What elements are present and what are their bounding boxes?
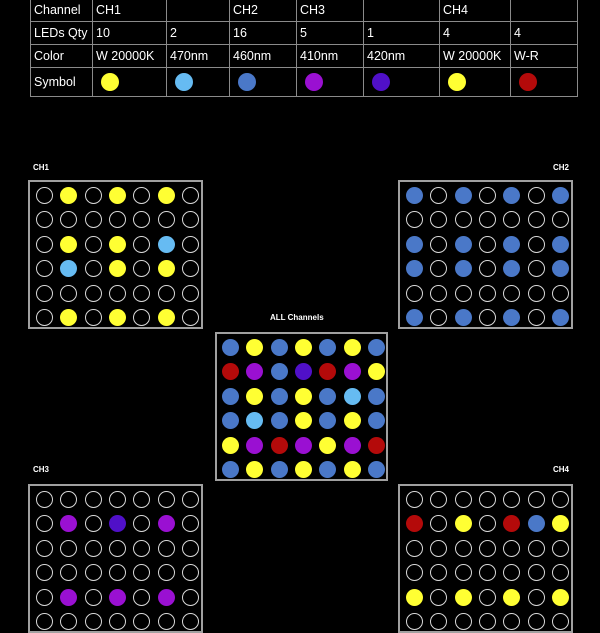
led-yellow-icon — [158, 187, 175, 204]
led-yellow-icon — [60, 187, 77, 204]
led-off-icon — [430, 309, 447, 326]
channel-row — [31, 0, 578, 22]
led-blue-icon — [503, 236, 520, 253]
qty-cell: 16 — [230, 22, 297, 45]
led-off-icon — [85, 589, 102, 606]
led-off-icon — [406, 285, 423, 302]
led-yellow-icon — [295, 339, 312, 356]
led-symbol-icon — [372, 73, 390, 91]
led-off-icon — [133, 211, 150, 228]
led-off-icon — [528, 211, 545, 228]
led-blue-icon — [406, 236, 423, 253]
led-off-icon — [109, 540, 126, 557]
led-off-icon — [455, 613, 472, 630]
ch4-led-panel — [398, 484, 573, 633]
led-blue-icon — [503, 309, 520, 326]
ch1-header: CH1 — [93, 0, 167, 22]
led-off-icon — [133, 613, 150, 630]
led-yellow-icon — [109, 236, 126, 253]
led-red-icon — [368, 437, 385, 454]
led-off-icon — [503, 540, 520, 557]
ch3-led-panel — [28, 484, 203, 633]
led-yellow-icon — [455, 515, 472, 532]
led-off-icon — [528, 491, 545, 508]
led-off-icon — [158, 540, 175, 557]
led-off-icon — [479, 515, 496, 532]
led-off-icon — [60, 564, 77, 581]
led-off-icon — [109, 211, 126, 228]
led-symbol-icon — [101, 73, 119, 91]
led-off-icon — [133, 187, 150, 204]
led-off-icon — [503, 285, 520, 302]
led-off-icon — [406, 564, 423, 581]
led-purple-icon — [109, 589, 126, 606]
led-off-icon — [85, 491, 102, 508]
led-off-icon — [85, 564, 102, 581]
led-off-icon — [479, 236, 496, 253]
led-yellow-icon — [246, 339, 263, 356]
led-blue-icon — [552, 236, 569, 253]
led-off-icon — [85, 187, 102, 204]
led-off-icon — [479, 589, 496, 606]
color-cell: 460nm — [230, 45, 297, 68]
led-blue-icon — [455, 260, 472, 277]
led-off-icon — [430, 285, 447, 302]
led-blue-icon — [271, 339, 288, 356]
led-off-icon — [36, 515, 53, 532]
led-off-icon — [479, 491, 496, 508]
led-off-icon — [430, 187, 447, 204]
led-blue-icon — [319, 388, 336, 405]
led-off-icon — [406, 613, 423, 630]
led-off-icon — [60, 491, 77, 508]
ch3-label: CH3 — [33, 465, 50, 474]
led-red-icon — [503, 515, 520, 532]
led-off-icon — [455, 540, 472, 557]
led-off-icon — [182, 285, 199, 302]
led-blue-icon — [271, 388, 288, 405]
led-blue-icon — [271, 363, 288, 380]
led-off-icon — [182, 589, 199, 606]
qty-cell: 4 — [440, 22, 511, 45]
led-off-icon — [133, 515, 150, 532]
led-purple-icon — [60, 589, 77, 606]
led-off-icon — [36, 589, 53, 606]
led-blue-icon — [222, 412, 239, 429]
ch3b-header — [364, 0, 440, 22]
led-off-icon — [158, 211, 175, 228]
led-off-icon — [133, 236, 150, 253]
led-violet-icon — [295, 363, 312, 380]
led-yellow-icon — [109, 187, 126, 204]
led-blue-icon — [503, 260, 520, 277]
all-channels-led-panel — [215, 332, 388, 481]
led-violet-icon — [109, 515, 126, 532]
led-off-icon — [133, 260, 150, 277]
led-off-icon — [479, 309, 496, 326]
led-yellow-icon — [109, 309, 126, 326]
led-off-icon — [109, 613, 126, 630]
led-yellow-icon — [295, 388, 312, 405]
led-blue-icon — [552, 309, 569, 326]
color-cell: 420nm — [364, 45, 440, 68]
led-light-blue-icon — [60, 260, 77, 277]
led-off-icon — [85, 515, 102, 532]
led-off-icon — [182, 260, 199, 277]
color-cell: W 20000K — [93, 45, 167, 68]
led-off-icon — [430, 564, 447, 581]
led-yellow-icon — [246, 461, 263, 478]
led-off-icon — [430, 211, 447, 228]
led-yellow-icon — [319, 437, 336, 454]
ch1-led-panel — [28, 180, 203, 329]
led-off-icon — [528, 309, 545, 326]
led-light-blue-icon — [246, 412, 263, 429]
led-off-icon — [528, 589, 545, 606]
led-off-icon — [455, 211, 472, 228]
led-yellow-icon — [406, 589, 423, 606]
led-blue-icon — [455, 187, 472, 204]
led-yellow-icon — [552, 515, 569, 532]
led-off-icon — [133, 285, 150, 302]
ch1b-header — [167, 0, 230, 22]
qty-cell: 4 — [511, 22, 578, 45]
led-blue-icon — [455, 236, 472, 253]
led-off-icon — [36, 211, 53, 228]
led-red-icon — [271, 437, 288, 454]
row-label-qty: LEDs Qty — [31, 22, 93, 45]
led-off-icon — [85, 540, 102, 557]
led-off-icon — [430, 613, 447, 630]
led-yellow-icon — [295, 461, 312, 478]
led-blue-icon — [368, 412, 385, 429]
qty-cell: 1 — [364, 22, 440, 45]
qty-cell: 2 — [167, 22, 230, 45]
led-off-icon — [36, 236, 53, 253]
led-red-icon — [319, 363, 336, 380]
led-off-icon — [182, 613, 199, 630]
led-off-icon — [109, 285, 126, 302]
led-off-icon — [85, 309, 102, 326]
led-off-icon — [528, 285, 545, 302]
led-yellow-icon — [158, 260, 175, 277]
led-off-icon — [182, 236, 199, 253]
led-yellow-icon — [344, 461, 361, 478]
led-blue-icon — [368, 461, 385, 478]
row-label-color: Color — [31, 45, 93, 68]
symbol-row — [31, 68, 578, 97]
led-blue-icon — [406, 187, 423, 204]
led-yellow-icon — [109, 260, 126, 277]
led-purple-icon — [158, 589, 175, 606]
led-blue-icon — [503, 187, 520, 204]
led-off-icon — [552, 564, 569, 581]
led-off-icon — [430, 589, 447, 606]
led-off-icon — [133, 564, 150, 581]
led-symbol-icon — [175, 73, 193, 91]
led-off-icon — [479, 613, 496, 630]
led-off-icon — [479, 211, 496, 228]
ch4-label: CH4 — [553, 465, 570, 474]
qty-cell: 10 — [93, 22, 167, 45]
led-purple-icon — [246, 437, 263, 454]
led-off-icon — [455, 285, 472, 302]
led-off-icon — [85, 236, 102, 253]
led-off-icon — [503, 491, 520, 508]
led-blue-icon — [319, 412, 336, 429]
symbol-cell — [93, 68, 167, 97]
led-blue-icon — [552, 187, 569, 204]
led-blue-icon — [368, 388, 385, 405]
led-yellow-icon — [503, 589, 520, 606]
symbol-cell — [230, 68, 297, 97]
led-off-icon — [36, 187, 53, 204]
led-off-icon — [109, 491, 126, 508]
led-purple-icon — [60, 515, 77, 532]
qty-row — [31, 22, 578, 45]
led-off-icon — [85, 260, 102, 277]
led-off-icon — [36, 491, 53, 508]
led-blue-icon — [368, 339, 385, 356]
symbol-cell — [297, 68, 364, 97]
led-yellow-icon — [60, 236, 77, 253]
color-cell: W-R — [511, 45, 578, 68]
led-purple-icon — [295, 437, 312, 454]
led-off-icon — [406, 211, 423, 228]
led-off-icon — [455, 564, 472, 581]
ch4-header: CH4 — [440, 0, 511, 22]
symbol-cell — [167, 68, 230, 97]
led-off-icon — [109, 564, 126, 581]
led-yellow-icon — [158, 309, 175, 326]
led-off-icon — [479, 564, 496, 581]
led-off-icon — [36, 285, 53, 302]
symbol-cell — [511, 68, 578, 97]
color-cell: 470nm — [167, 45, 230, 68]
led-off-icon — [60, 613, 77, 630]
color-row — [31, 45, 578, 68]
led-purple-icon — [344, 437, 361, 454]
color-cell: 410nm — [297, 45, 364, 68]
led-symbol-icon — [519, 73, 537, 91]
led-off-icon — [430, 515, 447, 532]
led-off-icon — [430, 236, 447, 253]
led-off-icon — [552, 211, 569, 228]
led-off-icon — [60, 285, 77, 302]
led-light-blue-icon — [158, 236, 175, 253]
led-off-icon — [528, 187, 545, 204]
ch3-header: CH3 — [297, 0, 364, 22]
led-off-icon — [182, 515, 199, 532]
led-off-icon — [36, 540, 53, 557]
led-symbol-icon — [305, 73, 323, 91]
led-blue-icon — [222, 461, 239, 478]
led-off-icon — [60, 540, 77, 557]
led-off-icon — [158, 491, 175, 508]
led-off-icon — [455, 491, 472, 508]
led-yellow-icon — [552, 589, 569, 606]
led-off-icon — [36, 613, 53, 630]
led-blue-icon — [319, 339, 336, 356]
led-spec-table — [30, 0, 578, 97]
led-yellow-icon — [222, 437, 239, 454]
qty-cell: 5 — [297, 22, 364, 45]
led-blue-icon — [552, 260, 569, 277]
symbol-cell — [440, 68, 511, 97]
led-symbol-icon — [238, 73, 256, 91]
ch2-led-panel — [398, 180, 573, 329]
led-off-icon — [36, 309, 53, 326]
led-purple-icon — [246, 363, 263, 380]
led-off-icon — [36, 564, 53, 581]
ch2-header: CH2 — [230, 0, 297, 22]
led-off-icon — [552, 613, 569, 630]
row-label-channel: Channel — [31, 0, 93, 22]
led-symbol-icon — [448, 73, 466, 91]
led-off-icon — [36, 260, 53, 277]
led-purple-icon — [158, 515, 175, 532]
led-off-icon — [133, 309, 150, 326]
led-yellow-icon — [368, 363, 385, 380]
led-off-icon — [503, 613, 520, 630]
led-light-blue-icon — [344, 388, 361, 405]
led-off-icon — [479, 540, 496, 557]
led-off-icon — [552, 285, 569, 302]
led-off-icon — [60, 211, 77, 228]
led-blue-icon — [455, 309, 472, 326]
led-off-icon — [430, 540, 447, 557]
led-off-icon — [479, 285, 496, 302]
led-blue-icon — [271, 461, 288, 478]
led-blue-icon — [406, 309, 423, 326]
led-off-icon — [182, 540, 199, 557]
led-off-icon — [503, 564, 520, 581]
led-off-icon — [85, 613, 102, 630]
led-yellow-icon — [246, 388, 263, 405]
led-yellow-icon — [295, 412, 312, 429]
led-off-icon — [85, 285, 102, 302]
led-red-icon — [222, 363, 239, 380]
led-yellow-icon — [344, 339, 361, 356]
color-cell: W 20000K — [440, 45, 511, 68]
led-off-icon — [182, 211, 199, 228]
led-off-icon — [406, 540, 423, 557]
led-off-icon — [528, 236, 545, 253]
symbol-cell — [364, 68, 440, 97]
row-label-symbol: Symbol — [31, 68, 93, 97]
ch1-label: CH1 — [33, 163, 50, 172]
led-blue-icon — [222, 339, 239, 356]
led-off-icon — [479, 260, 496, 277]
led-off-icon — [182, 309, 199, 326]
led-blue-icon — [528, 515, 545, 532]
led-off-icon — [479, 187, 496, 204]
led-off-icon — [158, 564, 175, 581]
led-off-icon — [528, 540, 545, 557]
led-off-icon — [133, 491, 150, 508]
led-off-icon — [430, 491, 447, 508]
led-off-icon — [528, 564, 545, 581]
led-off-icon — [158, 613, 175, 630]
led-blue-icon — [222, 388, 239, 405]
led-blue-icon — [271, 412, 288, 429]
led-off-icon — [133, 589, 150, 606]
led-purple-icon — [344, 363, 361, 380]
all-channels-label: ALL Channels — [270, 313, 324, 322]
led-off-icon — [528, 260, 545, 277]
led-off-icon — [182, 564, 199, 581]
led-yellow-icon — [344, 412, 361, 429]
led-off-icon — [182, 491, 199, 508]
led-blue-icon — [406, 260, 423, 277]
led-off-icon — [85, 211, 102, 228]
ch2-label: CH2 — [553, 163, 570, 172]
led-off-icon — [430, 260, 447, 277]
led-off-icon — [552, 540, 569, 557]
led-off-icon — [503, 211, 520, 228]
led-off-icon — [552, 491, 569, 508]
led-yellow-icon — [60, 309, 77, 326]
led-off-icon — [528, 613, 545, 630]
ch4b-header — [511, 0, 578, 22]
led-off-icon — [158, 285, 175, 302]
led-off-icon — [406, 491, 423, 508]
led-yellow-icon — [455, 589, 472, 606]
led-blue-icon — [319, 461, 336, 478]
led-red-icon — [406, 515, 423, 532]
led-off-icon — [133, 540, 150, 557]
led-off-icon — [182, 187, 199, 204]
